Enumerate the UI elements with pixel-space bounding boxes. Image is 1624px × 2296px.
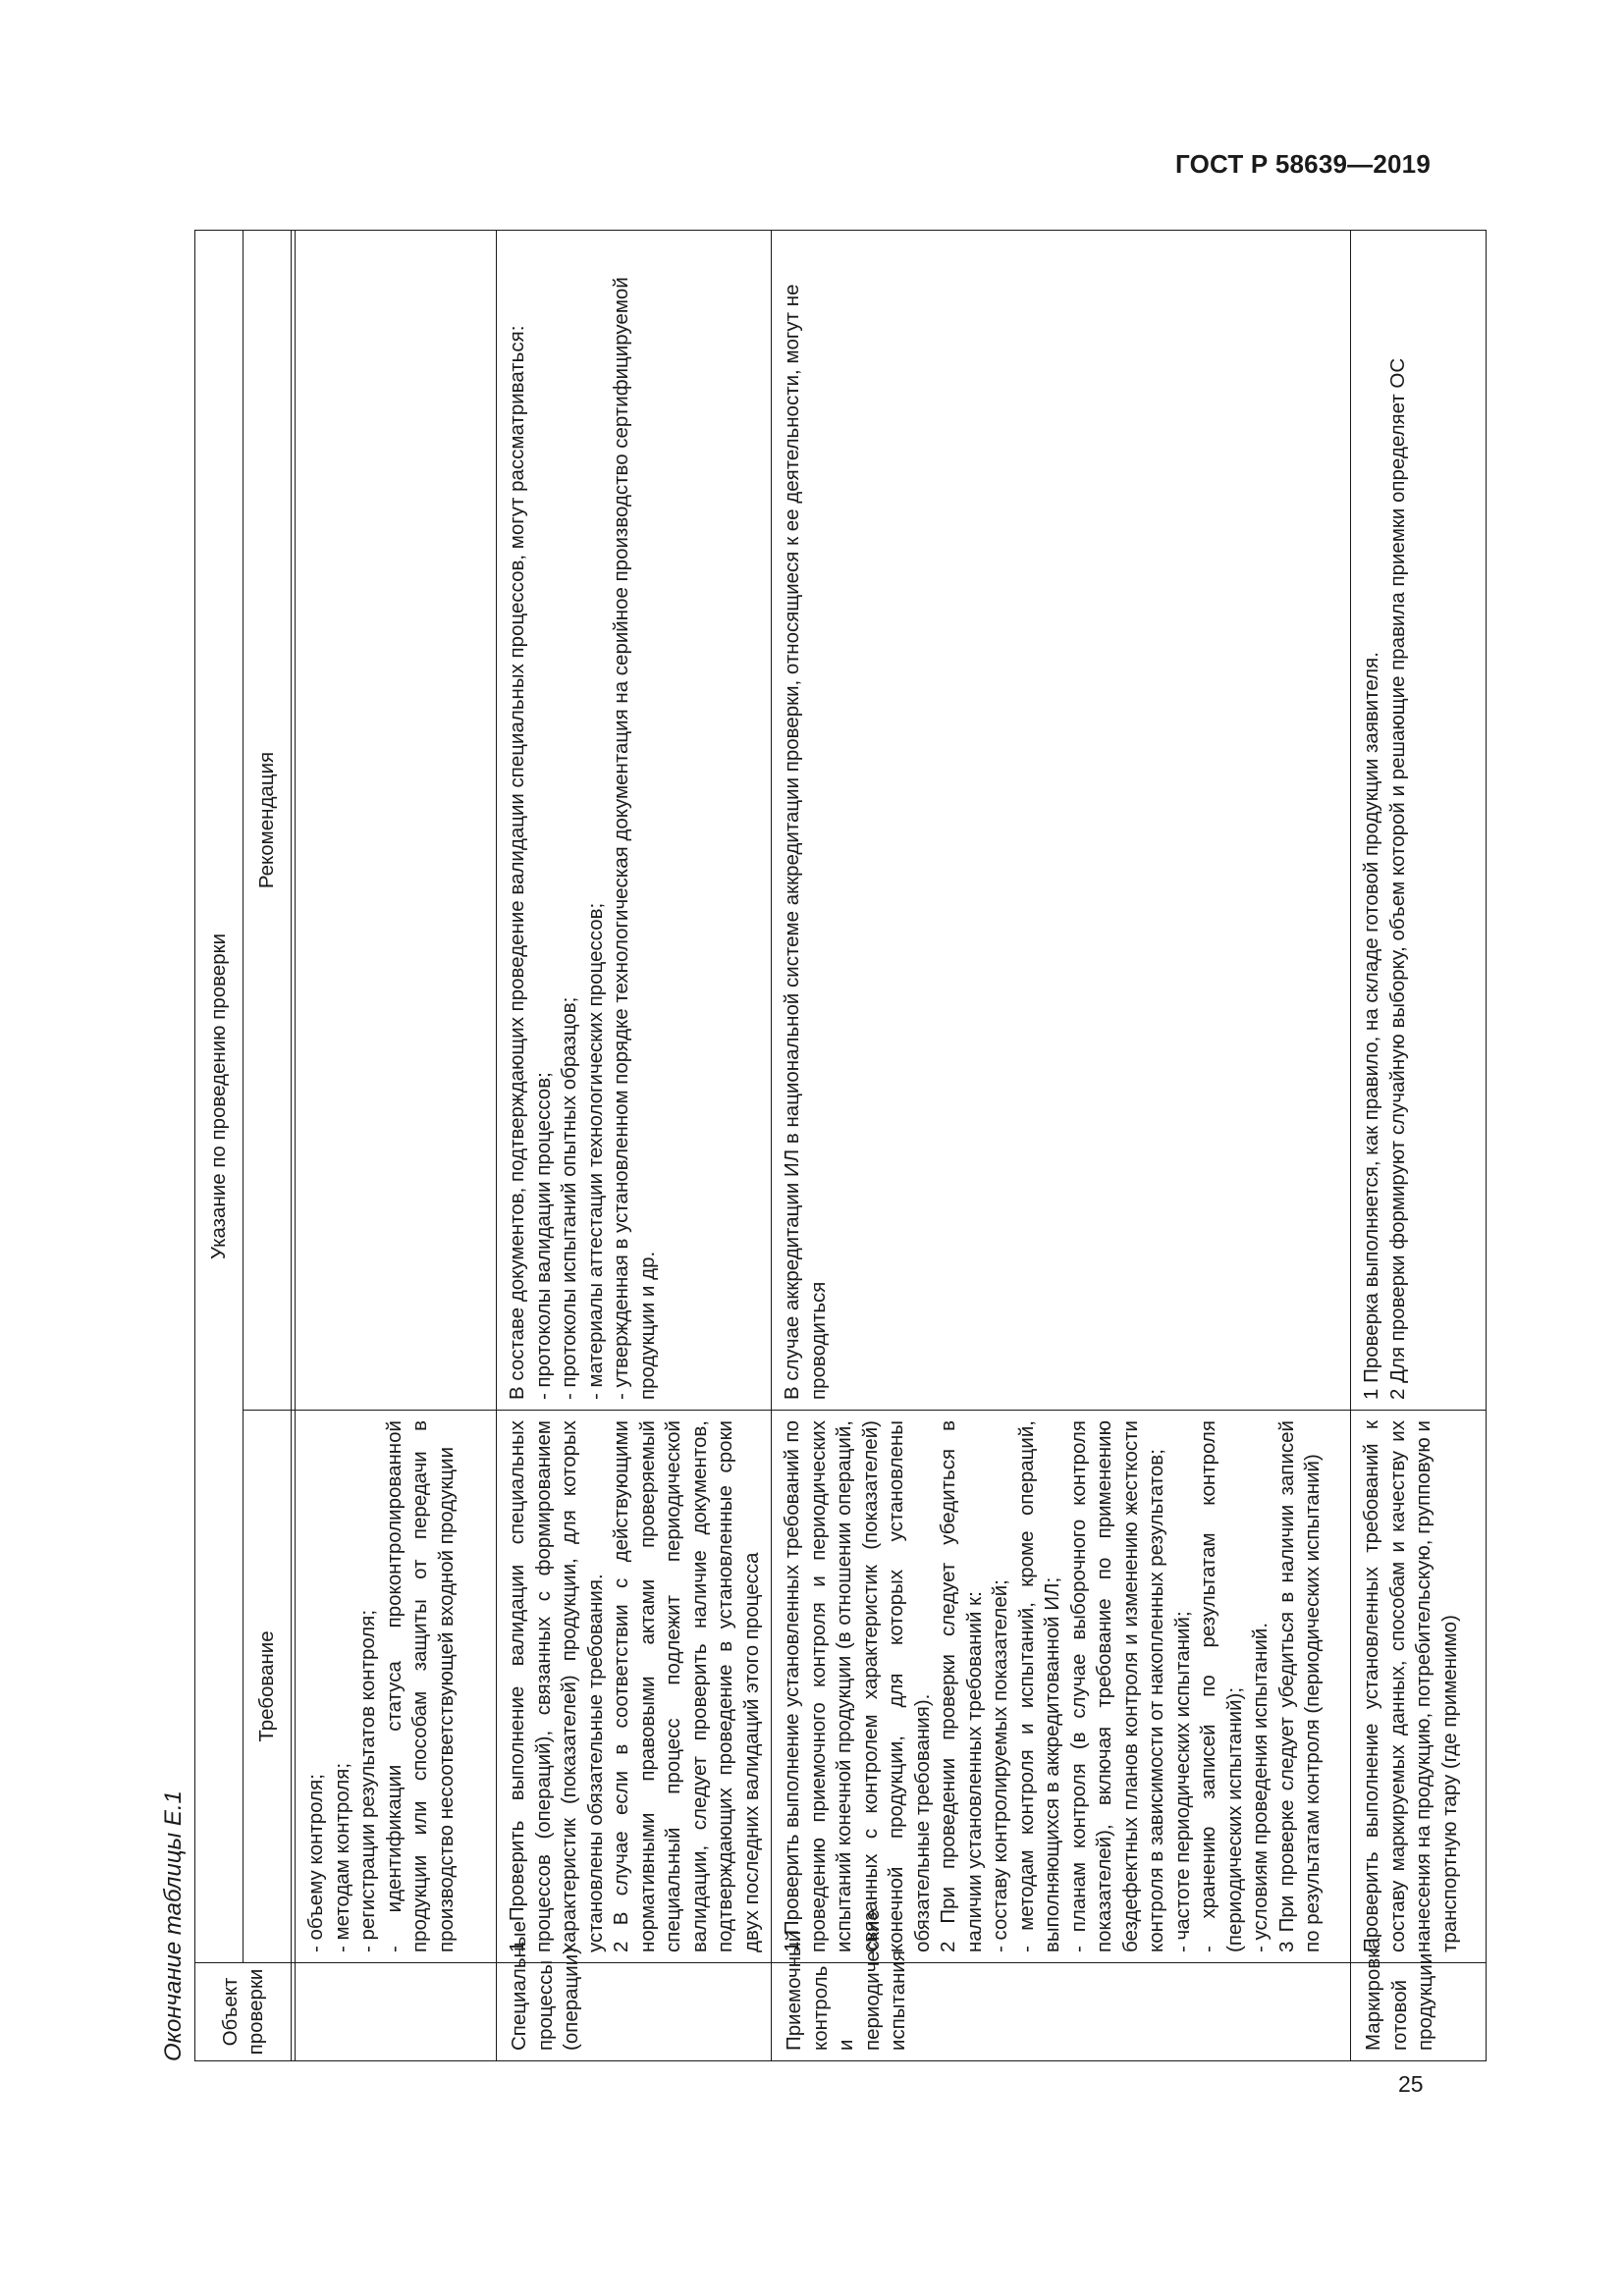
object-line: Приемочный: [783, 1930, 805, 2051]
header-object-line1: Объект: [218, 1977, 242, 2047]
requirement-line: - объему контроля;: [304, 1774, 327, 1952]
header-recommendation: Рекомендация: [244, 230, 292, 1410]
page-number: 25: [1398, 2071, 1424, 2097]
table-row: [296, 230, 497, 2060]
table-row: [772, 230, 1351, 2060]
row-requirement: [1351, 1411, 1487, 1963]
row-requirement: [772, 1411, 1351, 1963]
row-recommendation: [296, 230, 497, 1410]
object-line: процессы: [533, 1959, 557, 2051]
table-caption: Окончание таблицы Е.1: [160, 1790, 187, 2061]
recommendation-line: 1 Проверка выполняется, как правило, на складе готовой продукции заявителя.: [1360, 652, 1382, 1400]
requirement-line: - методам контроля и испытаний, кроме операций, выполняющихся в аккредитованной ИЛ;: [1014, 1420, 1063, 1952]
recommendation-line: В случае аккредитации ИЛ в национальной системе аккредитации проверки, относящиеся к ее деятельности, могут не проводиться: [781, 284, 830, 1400]
requirement-line: - методам контроля;: [330, 1762, 353, 1952]
object-line: Специальные: [508, 1921, 530, 2051]
requirement-line: - идентификации статуса проконтролированной продукции или способам защиты от передачи в производство несоответствующей входной продукции: [382, 1420, 458, 1952]
requirement-line: Проверить выполнение установленных требований к составу маркируемых данных, способам и качеству их нанесения на продукцию, потребительскую, групповую и транспортную тару (где применимо): [1360, 1420, 1461, 1952]
object-line: готовой: [1387, 1979, 1411, 2051]
inspection-table: [194, 230, 1487, 2061]
recommendation-line: В составе документов, подтверждающих проведение валидации специальных процессов, могут рассматриваться:: [506, 325, 528, 1400]
object-line: и периодические: [835, 1909, 884, 2051]
row-recommendation: [772, 230, 1351, 1410]
object-line: Маркировка: [1362, 1937, 1384, 2051]
table-row: [497, 230, 772, 2060]
row-object: [296, 1963, 497, 2061]
object-line: контроль: [808, 1965, 832, 2051]
requirement-line: - частоте периодических испытаний;: [1170, 1611, 1194, 1952]
requirement-line: 3 При проверке следует убедиться в наличии записей по результатам контроля (периодических испытаний): [1274, 1420, 1324, 1952]
requirement-line: 1 Проверить выполнение установленных требований по проведению приемочного контроля и периодических испытаний конечной продукции (в отношении операций, связанных с контролем характеристик (показателей) конечной продукции, для которых установлены обязательные требования).: [781, 1420, 934, 1952]
requirement-line: 2 В случае если в соответствии с действующими нормативными правовыми актами проверяемый специальный процесс подлежит периодической валидации, следует проверить наличие документов, подтверждающих проведение в установленные сроки двух последних валидаций этого процесса: [610, 1420, 763, 1952]
header-object: [195, 1963, 292, 2061]
row-requirement: [296, 1411, 497, 1963]
requirement-line: - условиям проведения испытаний.: [1249, 1622, 1272, 1952]
row-object: [497, 1921, 772, 2061]
requirement-line: - регистрации результатов контроля;: [356, 1609, 379, 1952]
recommendation-line: - протоколы испытаний опытных образцов;: [558, 996, 580, 1400]
recommendation-line: 2 Для проверки формируют случайную выборку, объем которой и решающие правила приемки определяет ОС: [1385, 357, 1409, 1400]
rotated-table-block: [155, 231, 1461, 2061]
row-recommendation: [497, 230, 772, 1410]
header-requirement: Требование: [244, 1411, 292, 1963]
requirement-line: - составу контролируемых показателей;: [989, 1579, 1011, 1952]
requirement-line: - планам контроля (в случае выборочного контроля показателей), включая требование по применению бездефектных планов контроля и изменению жесткости контроля в зависимости от накопленных результатов;: [1066, 1420, 1167, 1952]
object-line: испытания: [887, 1950, 909, 2051]
row-recommendation: [1351, 230, 1487, 1410]
header-object-line2: проверки: [244, 1968, 267, 2056]
recommendation-line: - протоколы валидации процессов;: [531, 1072, 555, 1400]
requirement-line: 2 При проведении проверки следует убедиться в наличии установленных требований к:: [937, 1420, 986, 1952]
object-line: (операции): [560, 1947, 582, 2051]
header-group: Указание по проведению проверки: [195, 230, 244, 1962]
row-requirement: [497, 1411, 772, 1963]
recommendation-line: - материалы аттестации технологических процессов;: [583, 902, 607, 1400]
requirement-line: - хранению записей по результатам контроля (периодических испытаний);: [1197, 1420, 1246, 1952]
object-line: продукции: [1414, 1952, 1436, 2051]
row-object: [772, 1909, 1351, 2061]
table-row: [1351, 230, 1487, 2060]
recommendation-line: - утвержденная в установленном порядке технологическая документация на серийное производство сертифицируемой продукции и др.: [610, 277, 659, 1400]
row-object: [1351, 1937, 1487, 2061]
document-code: ГОСТ Р 58639—2019: [1175, 149, 1431, 179]
requirement-line: 1 Проверить выполнение валидации специальных процессов (операций), связанных с формированием характеристик (показателей) продукции, для которых установлены обязательные требования.: [506, 1420, 607, 1952]
